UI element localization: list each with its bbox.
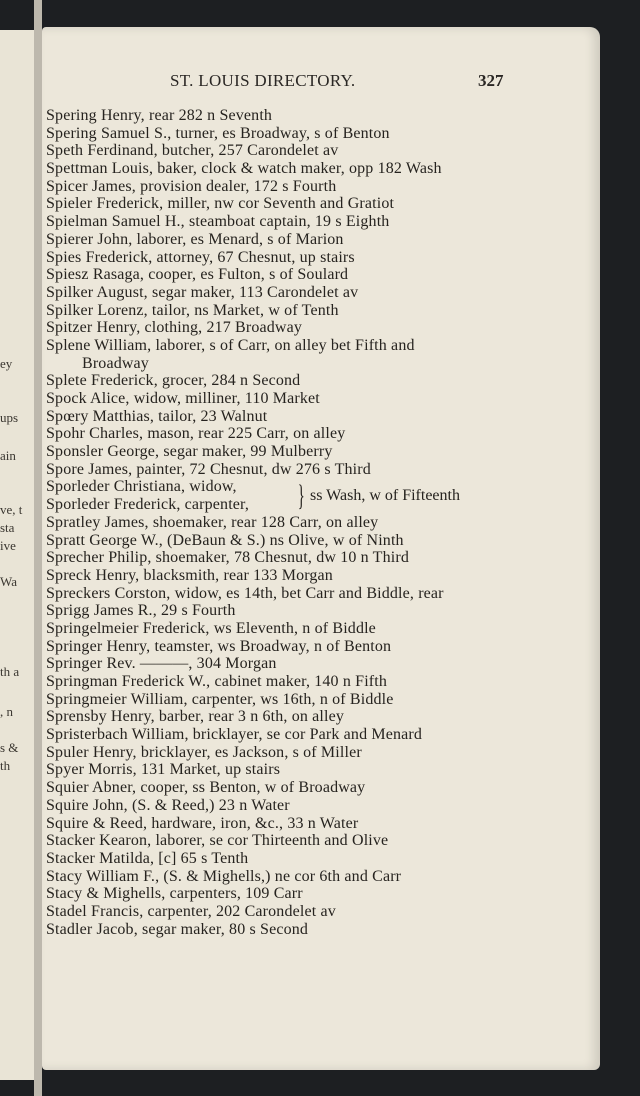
- directory-entry: Stacy William F., (S. & Mighells,) ne cor 6th and Carr: [46, 867, 402, 885]
- fragment: ve, t: [0, 502, 23, 517]
- directory-entry: Springman Frederick W., cabinet maker, 140 n Fifth: [46, 673, 388, 690]
- directory-entry: Sprensby Henry, barber, rear 3 n 6th, on alley: [46, 708, 345, 726]
- book-spine: [34, 0, 42, 1096]
- page-title: ST. LOUIS DIRECTORY.: [170, 71, 356, 90]
- directory-entry: Sporleder Christiana, widow,: [46, 478, 237, 496]
- fragment: ey: [0, 356, 13, 371]
- directory-entries: [46, 107, 516, 938]
- directory-entry: Squire & Reed, hardware, iron, &c., 33 n Water: [46, 814, 359, 832]
- entry-continuation: Broadway: [82, 354, 149, 372]
- directory-entry: Speth Ferdinand, butcher, 257 Carondelet av: [46, 142, 339, 160]
- directory-entry: Spock Alice, widow, milliner, 110 Market: [46, 390, 320, 407]
- fragment: sta: [0, 520, 15, 535]
- directory-entry: Sporleder Frederick, carpenter,: [46, 496, 250, 514]
- brace-mark: }: [297, 479, 305, 513]
- fragment: Wa: [0, 574, 17, 589]
- fragment: th: [0, 758, 11, 773]
- directory-entry: Springer Henry, teamster, ws Broadway, n of Benton: [46, 637, 392, 655]
- directory-entry: Spore James, painter, 72 Chesnut, dw 276 s Third: [46, 460, 371, 478]
- directory-entry: Sprecher Philip, shoemaker, 78 Chesnut, dw 10 n Third: [46, 549, 409, 567]
- directory-entry: Splete Frederick, grocer, 284 n Second: [46, 372, 301, 390]
- directory-entry: Spohr Charles, mason, rear 225 Carr, on alley: [46, 425, 346, 443]
- directory-entry: Spreckers Corston, widow, es 14th, bet Carr and Biddle, rear: [46, 584, 444, 602]
- directory-page: [42, 27, 600, 1070]
- directory-entry: Spierer John, laborer, es Menard, s of Marion: [46, 230, 344, 248]
- directory-entry: Stacker Kearon, laborer, se cor Thirteenth and Olive: [46, 832, 389, 850]
- directory-entry: Stadel Francis, carpenter, 202 Carondelet av: [46, 902, 336, 920]
- directory-entry: Spuler Henry, bricklayer, es Jackson, s of Miller: [46, 743, 362, 761]
- directory-entry: Springmeier William, carpenter, ws 16th, n of Biddle: [46, 690, 394, 708]
- fragment: ups: [0, 410, 19, 425]
- fragment: th a: [0, 664, 20, 679]
- directory-entry: Squier Abner, cooper, ss Benton, w of Broadway: [46, 779, 366, 797]
- shared-address: ss Wash, w of Fifteenth: [310, 487, 460, 505]
- fragment: , n: [0, 704, 13, 719]
- directory-entry: Spratley James, shoemaker, rear 128 Carr, on alley: [46, 513, 379, 531]
- grouped-entries: [46, 478, 516, 513]
- directory-entry: Spicer James, provision dealer, 172 s Fourth: [46, 177, 337, 195]
- directory-entry: Splene William, laborer, s of Carr, on alley bet Fifth and: [46, 336, 415, 354]
- directory-entry: Sponsler George, segar maker, 99 Mulberry: [46, 443, 333, 461]
- directory-entry: Spiesz Rasaga, cooper, es Fulton, s of Soulard: [46, 266, 349, 284]
- directory-entry: Squire John, (S. & Reed,) 23 n Water: [46, 796, 290, 814]
- directory-entry: Spratt George W., (DeBaun & S.) ns Olive, w of Ninth: [46, 531, 404, 549]
- directory-entry: Spyer Morris, 131 Market, up stairs: [46, 761, 281, 779]
- directory-entry: Spielman Samuel H., steamboat captain, 19 s Eighth: [46, 213, 390, 231]
- directory-entry: Spering Samuel S., turner, es Broadway, s of Benton: [46, 124, 390, 142]
- directory-entry: Spreck Henry, blacksmith, rear 133 Morgan: [46, 566, 333, 584]
- directory-entry: Spieler Frederick, miller, nw cor Seventh and Gratiot: [46, 195, 395, 213]
- directory-entry: Spœry Matthias, tailor, 23 Walnut: [46, 407, 268, 425]
- directory-entry: Spies Frederick, attorney, 67 Chesnut, up stairs: [46, 248, 355, 266]
- directory-entry: Spilker August, segar maker, 113 Carondelet av: [46, 283, 359, 301]
- fragment: s &: [0, 740, 19, 755]
- directory-entry: Stadler Jacob, segar maker, 80 s Second: [46, 920, 309, 938]
- directory-entry: Spettman Louis, baker, clock & watch maker, opp 182 Wash: [46, 160, 442, 178]
- directory-entry: Spilker Lorenz, tailor, ns Market, w of Tenth: [46, 301, 339, 319]
- directory-entry: Spitzer Henry, clothing, 217 Broadway: [46, 319, 303, 337]
- directory-entry: Springer Rev. ———, 304 Morgan: [46, 655, 277, 673]
- directory-entry: Stacker Matilda, [c] 65 s Tenth: [46, 849, 249, 867]
- directory-entry: Spristerbach William, bricklayer, se cor Park and Menard: [46, 726, 423, 744]
- fragment: ain: [0, 448, 16, 463]
- directory-entry: Springelmeier Frederick, ws Eleventh, n of Biddle: [46, 619, 376, 637]
- directory-entry: Sprigg James R., 29 s Fourth: [46, 602, 236, 620]
- fragment: ive: [0, 538, 16, 553]
- page-number: 327: [478, 71, 504, 90]
- directory-entry: Stacy & Mighells, carpenters, 109 Carr: [46, 885, 303, 903]
- running-header: [42, 71, 600, 95]
- directory-entry: Spering Henry, rear 282 n Seventh: [46, 107, 273, 124]
